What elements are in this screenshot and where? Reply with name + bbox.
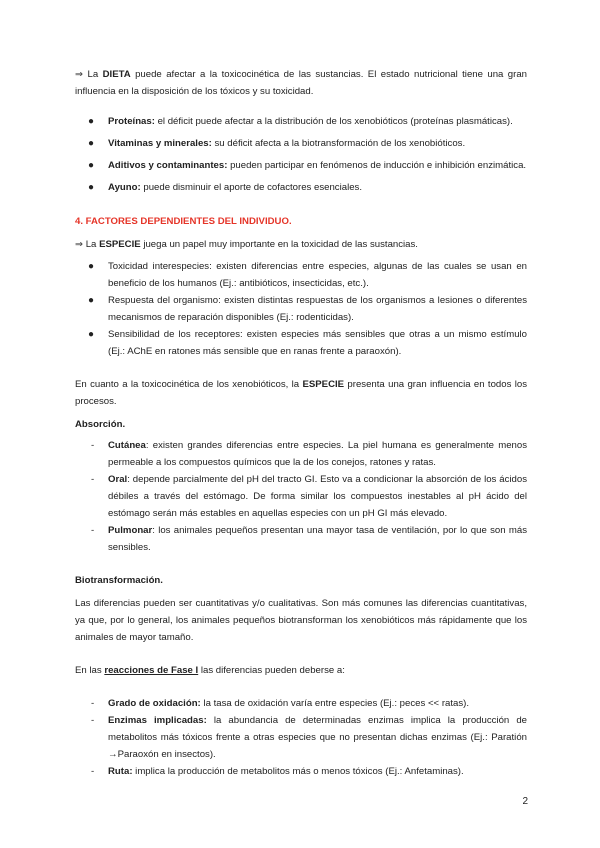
bullet-icon: ● — [88, 295, 95, 306]
absorcion-title: Absorción. — [75, 419, 126, 430]
item-text: la abundancia de determinadas enzimas implica la producción de metabolitos más tóxicos frente a otras especies que no presentan dichas enzimas (Ej.: Paratión →Paraoxón en insectos). — [108, 715, 528, 760]
item-text: : existen grandes diferencias entre especies. La piel humana es generalmente menos permeable a los compuestos químicos que la de los conejos, ratones y ratas. — [108, 440, 527, 468]
document-page — [75, 66, 527, 780]
list-item — [75, 471, 527, 522]
dash-mark: - — [91, 440, 95, 451]
bullet-icon: ● — [88, 138, 95, 149]
list-item — [75, 258, 527, 292]
fase1-pre: En las — [75, 665, 105, 676]
item-label: Enzimas implicadas: — [108, 715, 207, 726]
dash-mark: - — [91, 698, 95, 709]
item-label: Aditivos y contaminantes: — [108, 160, 228, 171]
especie-pre: La — [85, 239, 100, 250]
fase1-keyword: reacciones de Fase I — [104, 665, 199, 676]
item-label: Oral — [108, 474, 128, 485]
bullet-icon: ● — [88, 182, 95, 193]
dash-mark: - — [91, 715, 95, 726]
fase1-paragraph — [75, 662, 527, 679]
absorcion-list — [75, 437, 527, 556]
especie-keyword: ESPECIE — [99, 239, 141, 250]
toxicocinetica-rest: presenta una gran influencia en todos los procesos. — [75, 379, 528, 407]
list-item — [75, 135, 527, 152]
dash-mark: - — [91, 766, 95, 777]
fase1-list — [75, 695, 527, 780]
list-item — [75, 695, 527, 712]
list-item — [75, 179, 527, 196]
page-number: 2 — [522, 796, 528, 807]
item-label: Grado de oxidación: — [108, 698, 201, 709]
dieta-keyword: DIETA — [102, 69, 131, 80]
toxicocinetica-paragraph — [75, 376, 527, 410]
arrow-icon: ⇒ — [75, 69, 84, 80]
item-text: el déficit puede afectar a la distribución de los xenobióticos (proteínas plasmáticas). — [154, 116, 513, 127]
list-item — [75, 522, 527, 556]
item-text: Sensibilidad de los receptores: existen especies más sensibles que otras a un mismo estímulo (Ej.: AChE en ratones más sensible que en ranas frente a paraoxón). — [108, 329, 527, 357]
list-item — [75, 326, 527, 360]
biotrans-paragraph: Las diferencias pueden ser cuantitativas y/o cualitativas. Son más comunes las diferencias cuantitativas, ya que, por lo general, los animales pequeños biotransforman los xenobióticos más rápidamente que los animales de mayor tamaño. — [75, 598, 527, 643]
especie-list — [75, 258, 527, 360]
item-text: puede disminuir el aporte de cofactores esenciales. — [140, 182, 363, 193]
list-item — [75, 763, 527, 780]
dash-mark: - — [91, 525, 95, 536]
fase1-rest: las diferencias pueden deberse a: — [198, 665, 345, 676]
especie-paragraph — [75, 236, 527, 253]
dash-mark: - — [91, 474, 95, 485]
item-text: Toxicidad interespecies: existen diferencias entre especies, algunas de las cuales se usan en beneficio de los humanos (Ej.: antibióticos, insecticidas, etc.). — [108, 261, 527, 289]
section-heading: 4. FACTORES DEPENDIENTES DEL INDIVIDUO. — [75, 216, 292, 227]
list-item — [75, 113, 527, 130]
list-item — [75, 437, 527, 471]
list-item — [75, 157, 527, 174]
dieta-rest: puede afectar a la toxicocinética de las sustancias. El estado nutricional tiene una gran influencia en la disposición de los tóxicos y su toxicidad. — [75, 69, 528, 97]
bullet-icon: ● — [88, 329, 95, 340]
item-label: Ayuno: — [108, 182, 141, 193]
item-text: : depende parcialmente del pH del tracto GI. Esto va a condicionar la absorción de los ácidos débiles a través del estómago. De forma similar los compuestos inestables al pH ácido del estómago serán más estables en aquellas especies con un pH GI más elevado. — [108, 474, 527, 519]
bullet-icon: ● — [88, 116, 95, 127]
item-label: Ruta: — [108, 766, 133, 777]
especie-rest: juega un papel muy importante en la toxicidad de las sustancias. — [140, 239, 418, 250]
biotrans-title: Biotransformación. — [75, 575, 163, 586]
item-text: pueden participar en fenómenos de inducción e inhibición enzimática. — [227, 160, 527, 171]
item-label: Cutánea — [108, 440, 146, 451]
item-text: su déficit afecta a la biotransformación de los xenobióticos. — [211, 138, 466, 149]
toxicocinetica-keyword: ESPECIE — [302, 379, 345, 390]
item-text: : los animales pequeños presentan una mayor tasa de ventilación, por lo que son más sensibles. — [108, 525, 527, 553]
list-item — [75, 712, 527, 763]
bullet-icon: ● — [88, 261, 95, 272]
dieta-paragraph — [75, 66, 527, 100]
item-label: Pulmonar — [108, 525, 153, 536]
dieta-pre: La — [87, 69, 103, 80]
bullet-icon: ● — [88, 160, 95, 171]
list-item — [75, 292, 527, 326]
arrow-icon: ⇒ — [75, 239, 84, 250]
toxicocinetica-pre: En cuanto a la toxicocinética de los xenobióticos, la — [75, 379, 303, 390]
item-text: implica la producción de metabolitos más o menos tóxicos (Ej.: Anfetaminas). — [132, 766, 464, 777]
item-label: Proteínas: — [108, 116, 155, 127]
item-text: Respuesta del organismo: existen distintas respuestas de los organismos a lesiones o diferentes mecanismos de reparación disponibles (Ej.: rodenticidas). — [108, 295, 527, 323]
item-label: Vitaminas y minerales: — [108, 138, 212, 149]
dieta-list — [75, 113, 527, 196]
item-text: la tasa de oxidación varía entre especies (Ej.: peces << ratas). — [200, 698, 470, 709]
